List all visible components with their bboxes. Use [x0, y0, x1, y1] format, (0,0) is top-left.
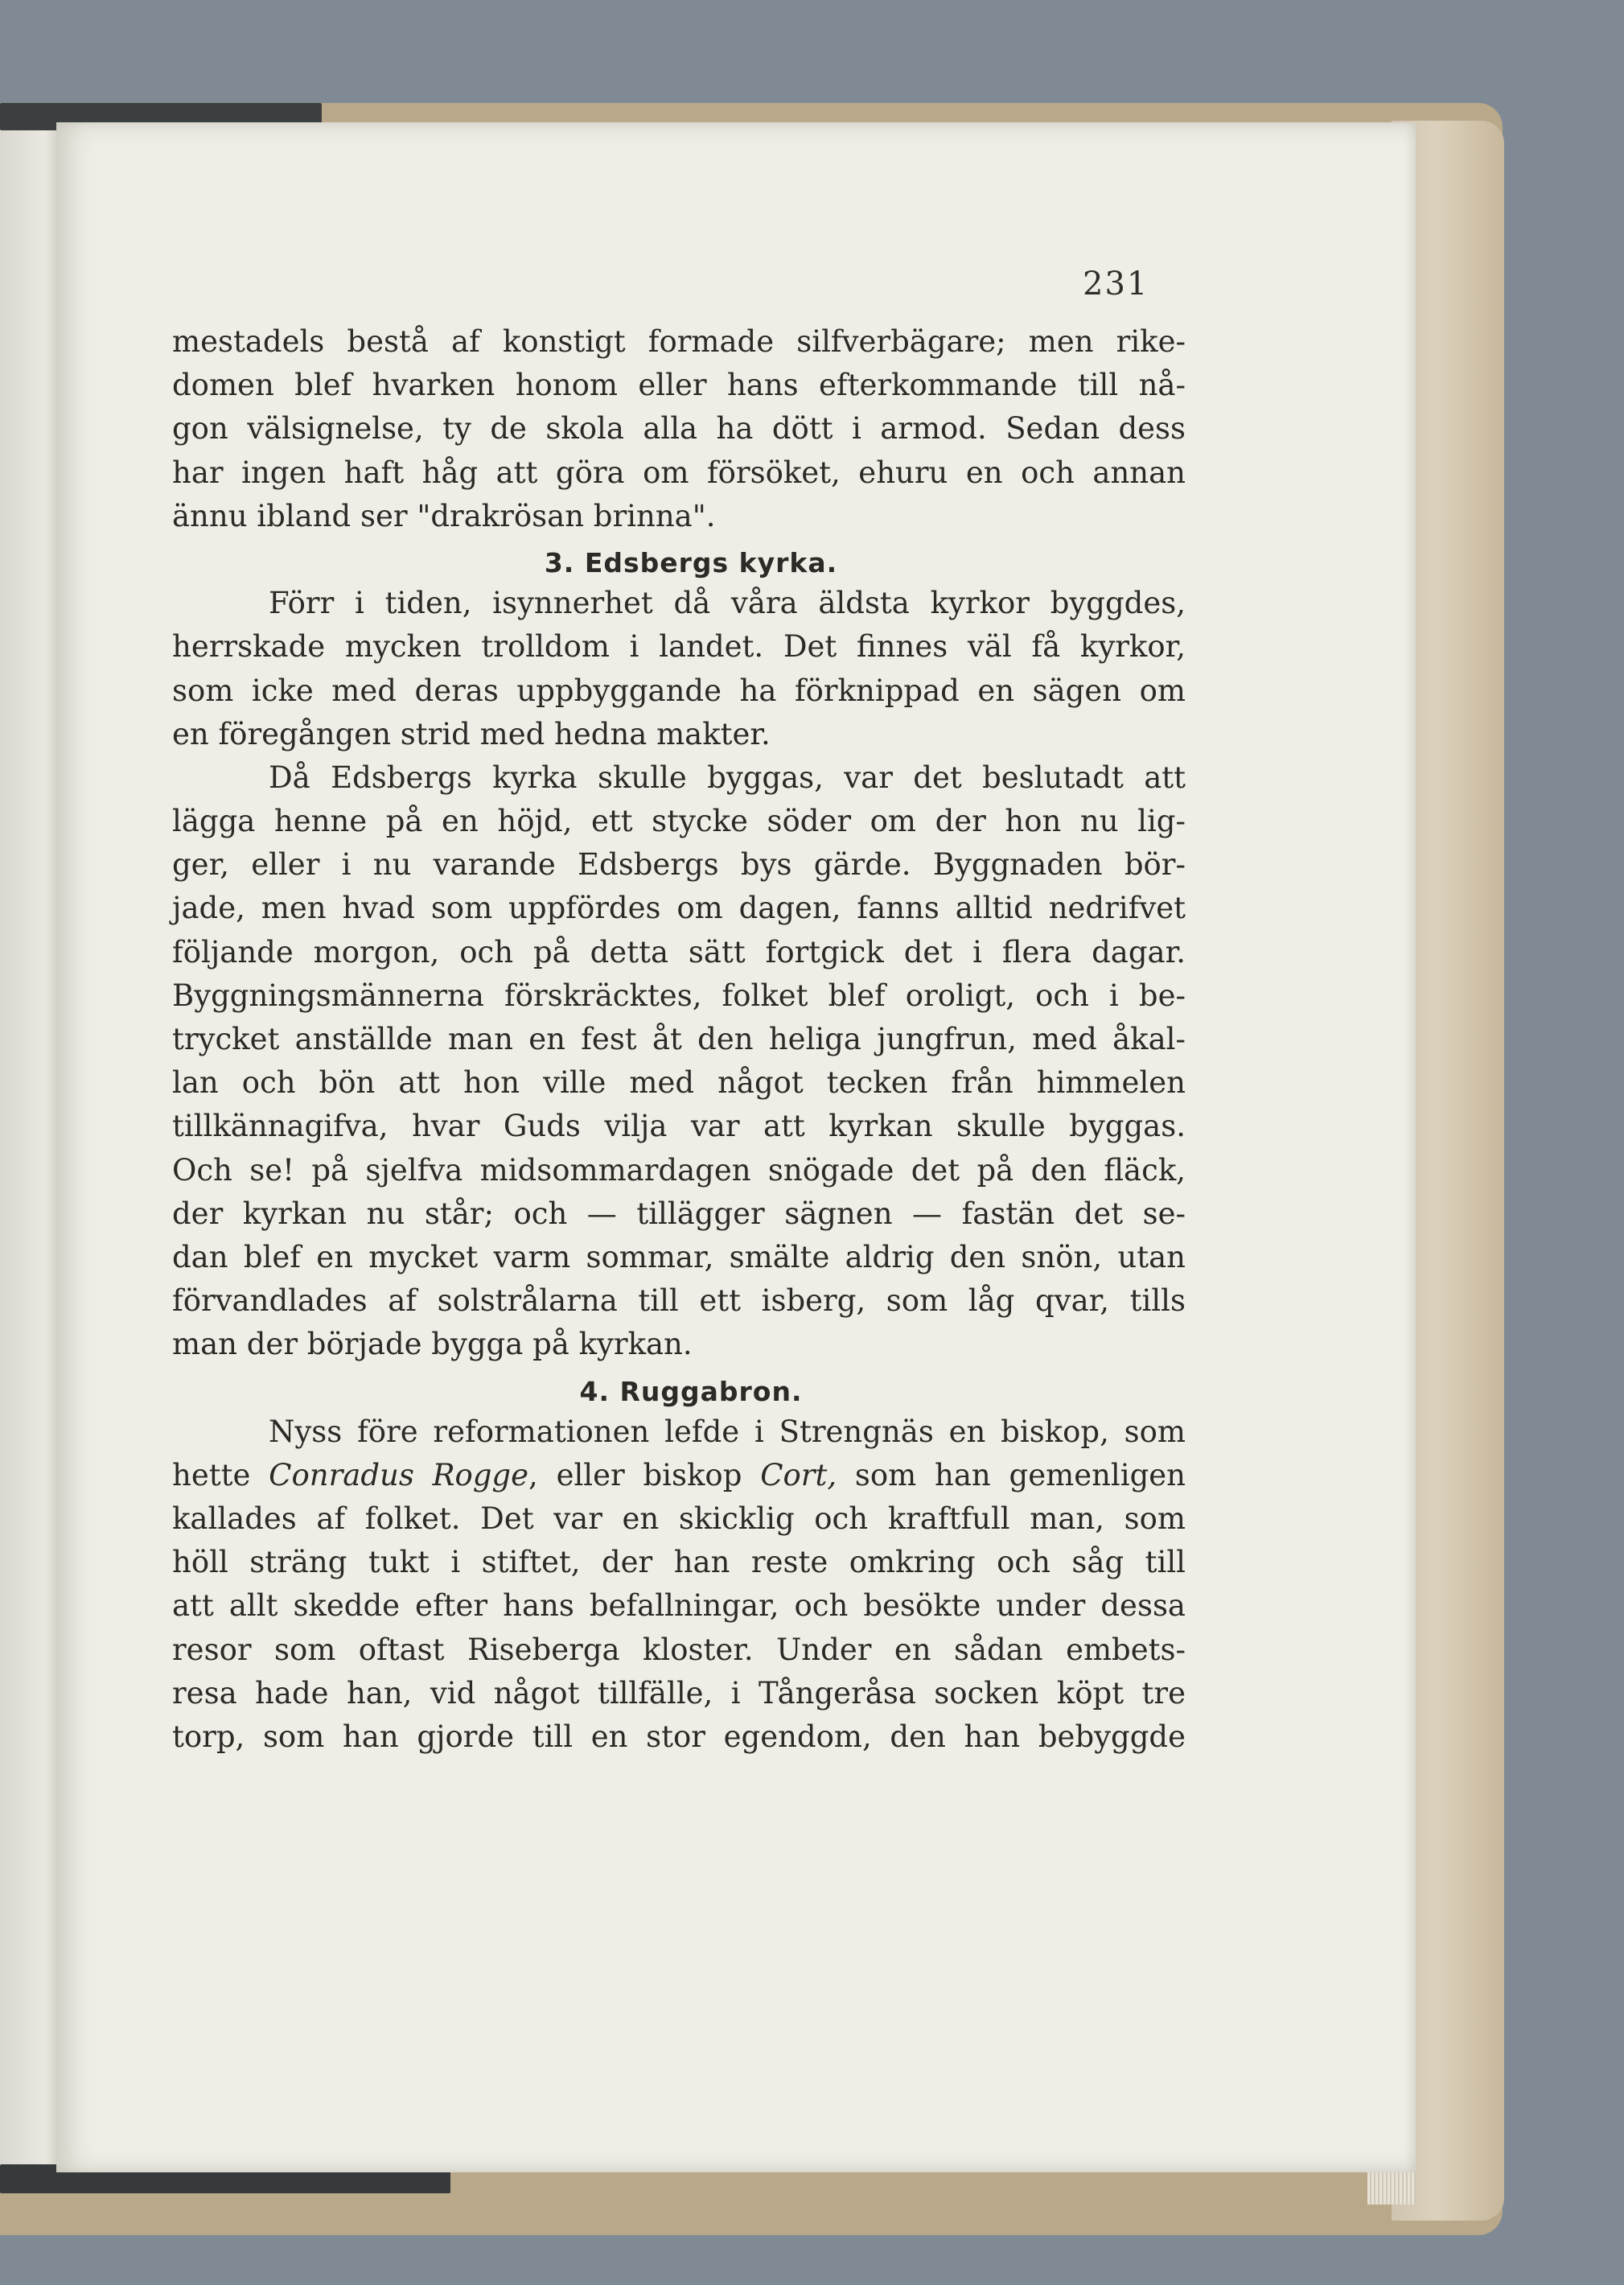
text-line: torp, som han gjorde till en stor egendom, den han bebyggde	[172, 1719, 1186, 1754]
text-line: man der började bygga på kyrkan.	[172, 1327, 693, 1362]
text-line: Byggningsmännerna förskräcktes, folket blef oroligt, och i be-	[172, 978, 1186, 1013]
text-line: ger, eller i nu varande Edsbergs bys gärde. Byggnaden bör-	[172, 847, 1186, 883]
text-line: en föregången strid med hedna makter.	[172, 716, 771, 751]
page-text	[172, 320, 1186, 1759]
text-line: ännu ibland ser "drakrösan brinna".	[172, 498, 716, 533]
text-line: att allt skedde efter hans befallningar, och besökte under dessa	[172, 1588, 1186, 1624]
previous-page-edge	[0, 121, 64, 2188]
text-line: förvandlades af solstrålarna till ett isberg, som låg qvar, tills	[172, 1283, 1186, 1319]
text-line: herrskade mycken trolldom i landet. Det finnes väl få kyrkor,	[172, 629, 1186, 665]
text-line: mestadels bestå af konstigt formade silfverbägare; men rike-	[172, 324, 1186, 359]
text-line: dan blef en mycket varm sommar, smälte aldrig den snön, utan	[172, 1239, 1186, 1274]
text-line: trycket anställde man en fest åt den heliga jungfrun, med åkal-	[172, 1022, 1186, 1056]
page-number: 231	[1083, 266, 1149, 303]
text-line	[172, 1454, 1186, 1497]
text-line: resa hade han, vid något tillfälle, i Tångeråsa socken köpt tre	[172, 1675, 1186, 1711]
section-heading: 3. Edsbergs kyrka.	[544, 546, 838, 578]
text-line: lägga henne på en höjd, ett stycke söder om der hon nu lig-	[172, 804, 1186, 839]
text-line: följande morgon, och på detta sätt fortgick det i flera dagar.	[172, 934, 1186, 970]
text-line: tillkännagifva, hvar Guds vilja var att kyrkan skulle byggas.	[172, 1109, 1186, 1144]
text-line: domen blef hvarken honom eller hans efterkommande till nå-	[172, 368, 1186, 403]
text-run: , eller biskop	[528, 1457, 761, 1492]
italic-name: Conradus Rogge	[269, 1457, 529, 1492]
section-heading: 4. Ruggabron.	[579, 1375, 803, 1407]
text-run: som han gemenligen	[837, 1457, 1186, 1492]
text-line: har ingen haft håg att göra om försöket, ehuru en och annan	[172, 455, 1186, 490]
text-line: Nyss före reformationen lefde i Strengnäs en biskop, som	[269, 1414, 1186, 1449]
text-line: Förr i tiden, isynnerhet då våra äldsta kyrkor byggdes,	[269, 586, 1186, 621]
text-line: resor som oftast Riseberga kloster. Under en sådan embets-	[172, 1632, 1186, 1667]
text-line: gon välsignelse, ty de skola alla ha dött i armod. Sedan dess	[172, 411, 1186, 447]
text-line: som icke med deras uppbyggande ha förknippad en sägen om	[172, 673, 1186, 708]
text-line: Och se! på sjelfva midsommardagen snögade det på den fläck,	[172, 1152, 1186, 1188]
text-run: hette	[172, 1457, 269, 1492]
text-line: kallades af folket. Det var en skicklig och kraftfull man, som	[172, 1501, 1186, 1537]
text-line: lan och bön att hon ville med något tecken från himmelen	[172, 1065, 1186, 1101]
text-line: Då Edsbergs kyrka skulle byggas, var det beslutadt att	[269, 760, 1186, 795]
italic-name: Cort,	[760, 1457, 837, 1492]
text-line: der kyrkan nu står; och — tillägger sägnen — fastän det se-	[172, 1196, 1186, 1231]
text-line: höll sträng tukt i stiftet, der han reste omkring och såg till	[172, 1545, 1186, 1580]
text-line: jade, men hvad som uppfördes om dagen, fanns alltid nedrifvet	[172, 891, 1186, 926]
